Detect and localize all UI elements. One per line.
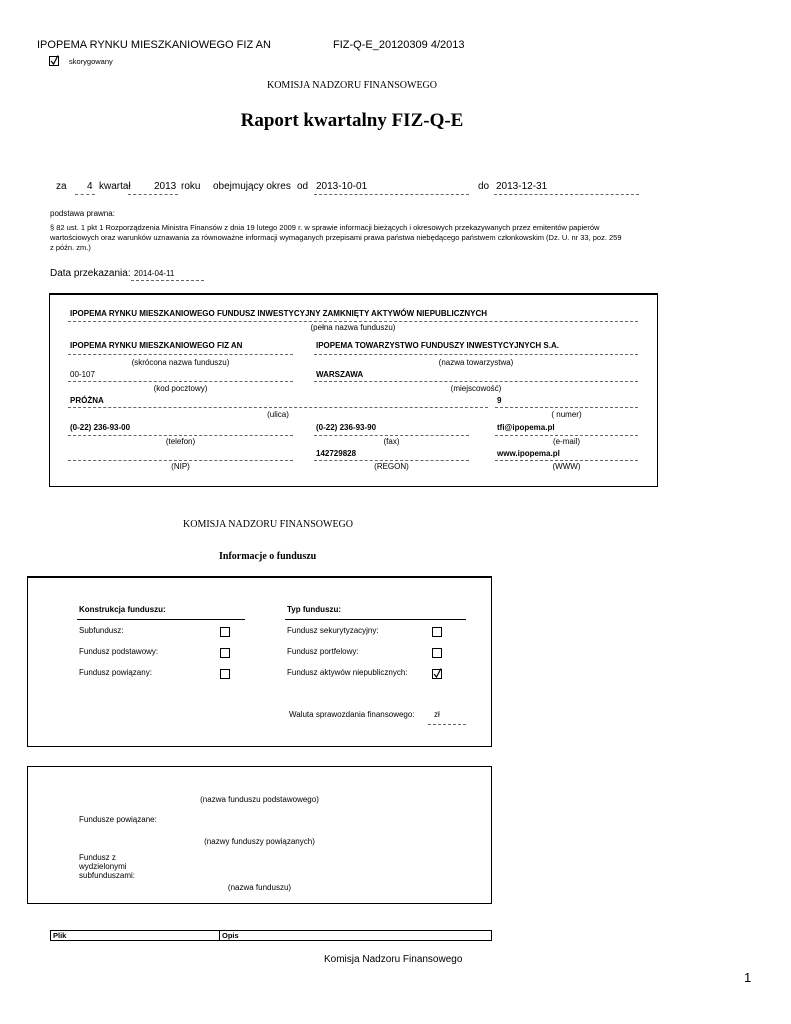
- fund-phone-caption: (telefon): [165, 437, 196, 446]
- period-kwartal-label: kwartał: [99, 181, 131, 192]
- header-form-code: FIZ-Q-E_20120309 4/2013: [333, 39, 465, 51]
- fund-www-caption: (WWW): [552, 462, 581, 471]
- fund-regon-caption: (REGON): [374, 462, 409, 471]
- legal-text-3: z późn. zm.): [50, 243, 91, 252]
- type-portfolio-checkbox[interactable]: [432, 648, 442, 658]
- type-securitization-checkbox[interactable]: [432, 627, 442, 637]
- transfer-label: Data przekazania:: [50, 268, 131, 279]
- authority-mid: KOMISJA NADZORU FINANSOWEGO: [183, 519, 354, 530]
- fund-street-caption: (ulica): [267, 410, 289, 419]
- related-funds-caption: (nazwy funduszy powiązanych): [204, 837, 315, 846]
- corrected-checkbox[interactable]: [49, 56, 59, 66]
- footer-authority: Komisja Nadzoru Finansowego: [324, 954, 463, 965]
- files-col-description: Opis: [222, 931, 239, 940]
- fund-full-name: IPOPEMA RYNKU MIESZKANIOWEGO FUNDUSZ INWESTYCYJNY ZAMKNIĘTY AKTYWÓW NIEPUBLICZNYCH: [70, 309, 488, 318]
- type-item-portfolio: Fundusz portfelowy:: [287, 647, 359, 656]
- period-quarter: 4: [87, 181, 93, 192]
- fund-info-box: [27, 576, 492, 747]
- fund-city: WARSZAWA: [316, 370, 364, 379]
- fund-fax: (0-22) 236-93-90: [316, 423, 377, 432]
- subfunds-label-1: Fundusz z: [79, 853, 116, 862]
- fund-short-name: IPOPEMA RYNKU MIESZKANIOWEGO FIZ AN: [70, 341, 243, 350]
- info-title: Informacje o funduszu: [219, 551, 317, 562]
- page-number: 1: [744, 970, 752, 985]
- structure-item-related: Fundusz powiązany:: [79, 668, 152, 677]
- fund-fax-caption: (fax): [383, 437, 400, 446]
- subfunds-label-2: wydzielonymi: [79, 862, 127, 871]
- currency-value: zł: [434, 710, 440, 719]
- related-funds-box: [27, 766, 492, 904]
- corrected-label: skorygowany: [69, 57, 113, 66]
- period-year: 2013: [154, 181, 177, 192]
- fund-company-caption: (nazwa towarzystwa): [438, 358, 514, 367]
- fund-regon: 142729828: [316, 449, 357, 458]
- base-fund-caption: (nazwa funduszu podstawowego): [200, 795, 319, 804]
- period-roku-label: roku: [181, 181, 201, 192]
- fund-company: IPOPEMA TOWARZYSTWO FUNDUSZY INWESTYCYJNYCH S.A.: [316, 341, 559, 350]
- period-do-label: do: [478, 181, 490, 192]
- type-title: Typ funduszu:: [287, 605, 342, 614]
- structure-title: Konstrukcja funduszu:: [79, 605, 166, 614]
- structure-item-base: Fundusz podstawowy:: [79, 647, 159, 656]
- fund-www: www.ipopema.pl: [497, 449, 560, 458]
- structure-subfund-checkbox[interactable]: [220, 627, 230, 637]
- structure-related-checkbox[interactable]: [220, 669, 230, 679]
- fund-phone: (0-22) 236-93-00: [70, 423, 131, 432]
- files-col-file: Plik: [53, 931, 67, 940]
- check-icon: [432, 667, 443, 679]
- check-icon: [49, 54, 60, 66]
- related-funds-label: Fundusze powiązane:: [79, 815, 157, 824]
- fund-city-caption: (miejscowość): [450, 384, 502, 393]
- fund-number-caption: ( numer): [551, 410, 582, 419]
- fund-data-box: [49, 293, 658, 487]
- currency-label: Waluta sprawozdania finansowego:: [289, 710, 415, 719]
- authority-top: KOMISJA NADZORU FINANSOWEGO: [266, 80, 437, 91]
- legal-label: podstawa prawna:: [50, 209, 115, 218]
- report-title: Raport kwartalny FIZ-Q-E: [240, 110, 464, 131]
- type-item-nonpublic: Fundusz aktywów niepublicznych:: [287, 668, 408, 677]
- type-item-securitization: Fundusz sekurytyzacyjny:: [287, 626, 379, 635]
- fund-postal: 00-107: [70, 370, 95, 379]
- fund-email-caption: (e-mail): [552, 437, 581, 446]
- period-from: 2013-10-01: [316, 181, 368, 192]
- period-obejmujacy-label: obejmujący okres: [213, 181, 291, 192]
- fund-nip-caption: (NIP): [171, 462, 190, 471]
- fund-street: PRÓŻNA: [70, 396, 104, 405]
- subfunds-label-3: subfunduszami:: [79, 871, 136, 880]
- fund-email: tfi@ipopema.pl: [497, 423, 555, 432]
- header-fund-name: IPOPEMA RYNKU MIESZKANIOWEGO FIZ AN: [37, 39, 271, 51]
- period-to: 2013-12-31: [496, 181, 548, 192]
- fund-number: 9: [497, 396, 502, 405]
- fund-postal-caption: (kod pocztowy): [153, 384, 208, 393]
- period-od-label: od: [297, 181, 309, 192]
- type-nonpublic-checkbox[interactable]: [432, 669, 442, 679]
- period-za: za: [56, 181, 67, 192]
- structure-base-checkbox[interactable]: [220, 648, 230, 658]
- legal-text-2: wartościowych oraz warunków uznawania za równoważne informacji wymaganych przepisami prawa państwa niebędącego państwem członkowskim (Dz. U. nr 33, poz. 259: [50, 233, 622, 242]
- fund-name-caption: (nazwa funduszu): [227, 883, 292, 892]
- fund-short-name-caption: (skrócona nazwa funduszu): [131, 358, 230, 367]
- transfer-date: 2014-04-11: [134, 269, 175, 278]
- fund-full-name-caption: (pełna nazwa funduszu): [310, 323, 396, 332]
- files-table-header: [50, 930, 492, 941]
- structure-item-subfund: Subfundusz:: [79, 626, 124, 635]
- legal-text-1: § 82 ust. 1 pkt 1 Rozporządzenia Ministra Finansów z dnia 19 lutego 2009 r. w sprawie informacji bieżących i okresowych przekazywanych przez emitentów papierów: [50, 223, 600, 232]
